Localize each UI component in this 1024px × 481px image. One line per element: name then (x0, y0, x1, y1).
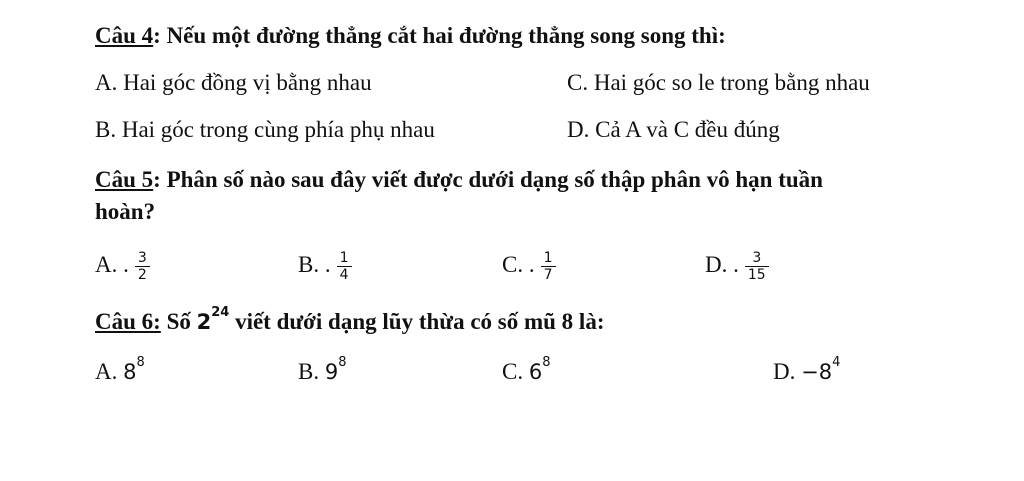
option-prefix: B. (298, 359, 325, 384)
power-base: 6 (528, 360, 543, 384)
option-prefix: D. (773, 359, 802, 384)
question-5-text-line-1: : Phân số nào sau đây viết được dưới dạng số thập phân vô hạn tuần (153, 167, 823, 192)
question-5-option-c (502, 250, 556, 283)
question-6-stem (95, 305, 605, 336)
power-base: −8 (801, 360, 833, 384)
option-prefix: C. (502, 359, 529, 384)
power-exponent: 8 (136, 355, 145, 371)
power-exponent: 8 (542, 355, 551, 371)
question-4-text: : Nếu một đường thẳng cắt hai đường thẳng song song thì: (153, 23, 726, 48)
question-5-option-d (705, 250, 769, 283)
option-prefix: B. . (298, 251, 331, 277)
question-4-label: Câu 4 (95, 23, 154, 48)
question-6-option-a (95, 355, 145, 386)
question-6-option-d (773, 355, 841, 386)
question-6-option-c (502, 355, 551, 386)
option-prefix: C. . (502, 251, 535, 277)
option-prefix: D. . (705, 251, 739, 277)
question-5-label: Câu 5 (95, 167, 154, 192)
option-prefix: A. . (95, 251, 129, 277)
question-4-stem (95, 22, 726, 50)
fraction-denominator: 15 (747, 267, 766, 283)
question-4-option-a: A. Hai góc đồng vị bằng nhau (95, 70, 372, 95)
fraction-numerator: 1 (543, 250, 553, 266)
power-exponent: 4 (832, 355, 841, 371)
fraction (337, 250, 352, 283)
fraction-denominator: 4 (339, 267, 349, 283)
fraction-denominator: 2 (137, 267, 147, 283)
fraction (135, 250, 150, 283)
option-prefix: A. (95, 359, 124, 384)
fraction (541, 250, 556, 283)
question-4-option-b: B. Hai góc trong cùng phía phụ nhau (95, 117, 435, 142)
question-5-stem-line-2: hoàn? (95, 199, 156, 224)
question-6-text-post: viết dưới dạng lũy thừa có số mũ 8 là: (229, 309, 605, 334)
power-exponent: 8 (338, 355, 347, 371)
question-4-option-d: D. Cả A và C đều đúng (567, 117, 780, 142)
fraction-numerator: 1 (339, 250, 349, 266)
question-6-label: Câu 6: (95, 309, 161, 334)
question-6-option-b (298, 355, 347, 386)
question-5-option-b (298, 250, 352, 283)
question-5-option-a (95, 250, 150, 283)
fraction (745, 250, 769, 283)
power-base: 2 (196, 310, 212, 334)
fraction-numerator: 3 (752, 250, 762, 266)
power-exponent: 24 (211, 305, 230, 321)
fraction-numerator: 3 (137, 250, 147, 266)
power-base: 8 (123, 360, 137, 384)
fraction-denominator: 7 (543, 267, 553, 283)
question-5-stem-line-1 (95, 166, 823, 194)
power-base: 9 (324, 360, 339, 384)
question-4-option-c: C. Hai góc so le trong bằng nhau (567, 70, 870, 95)
question-6-text-pre: Số (160, 309, 197, 334)
